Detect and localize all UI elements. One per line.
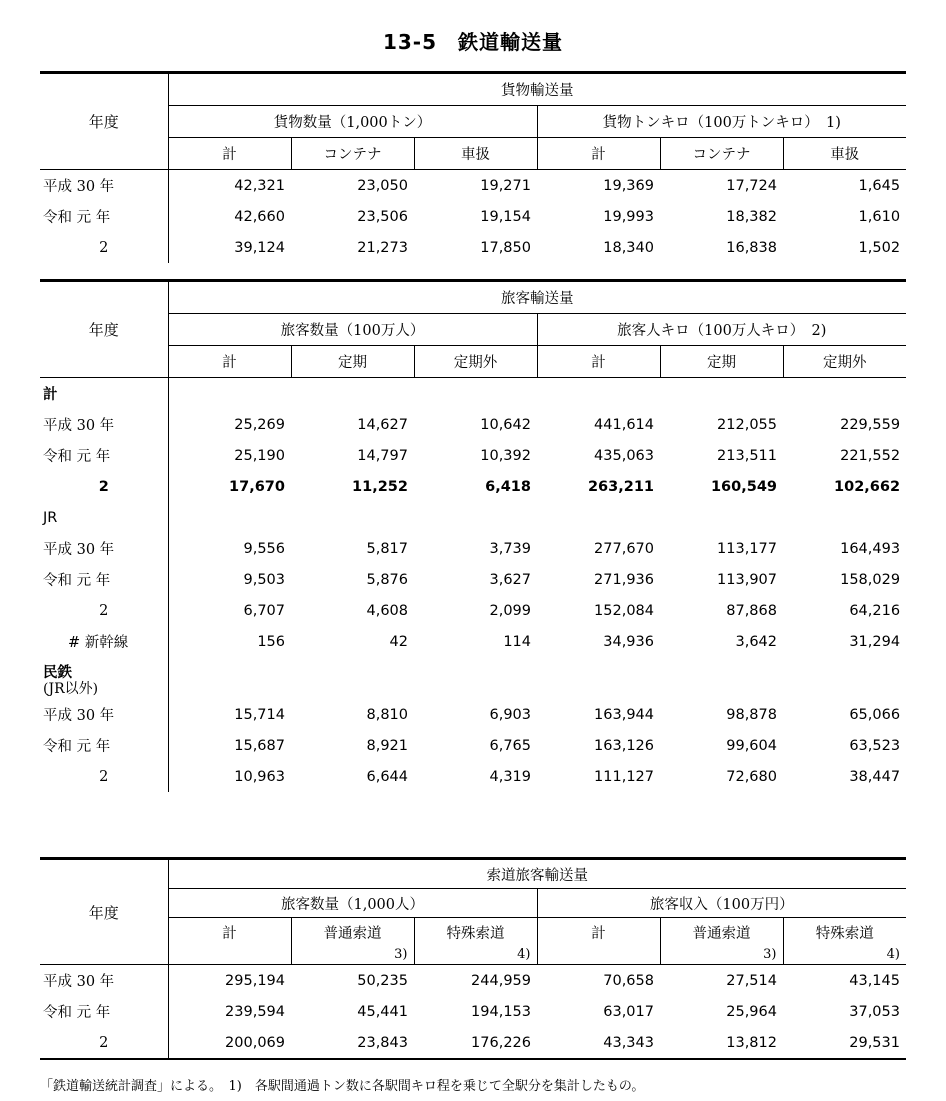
cell: 6,765 (489, 737, 531, 754)
cell: 9,556 (243, 540, 285, 557)
cell: 164,493 (840, 540, 901, 557)
cell: 13,812 (660, 1027, 783, 1059)
group-header: 旅客人キロ（100万人キロ） 2) (537, 314, 906, 346)
cell: 21,273 (357, 239, 408, 256)
cell: 239,594 (225, 1003, 285, 1020)
row-label: 2 (40, 232, 168, 263)
cell: 3,642 (735, 633, 777, 650)
cell: 38,447 (849, 768, 901, 785)
table-row (40, 440, 906, 471)
column-note: 4) (414, 944, 537, 965)
column-header: 車扱 (783, 138, 906, 170)
column-header: 普通索道 (660, 918, 783, 945)
cell: 70,658 (537, 965, 660, 997)
table-row (40, 595, 906, 626)
cell: 156 (257, 633, 285, 650)
cell: 16,838 (726, 239, 777, 256)
cell: 5,817 (366, 540, 408, 557)
table-row (40, 201, 906, 232)
column-header: 特殊索道 (783, 918, 906, 945)
cell: 25,269 (234, 416, 285, 433)
column-note (168, 944, 291, 965)
cell: 163,944 (594, 706, 654, 723)
category-row (40, 657, 906, 699)
cell: 6,418 (485, 478, 531, 495)
cell: 65,066 (849, 706, 901, 723)
section-title: 旅客輸送量 (168, 281, 906, 314)
table-row (40, 996, 906, 1027)
cell: 18,340 (603, 239, 654, 256)
column-header: 車扱 (414, 138, 537, 170)
cell: 29,531 (783, 1027, 906, 1059)
group-header: 旅客数量（1,000人） (168, 889, 537, 918)
table-row (40, 409, 906, 440)
row-label: 平成 30 年 (40, 409, 168, 440)
column-note: 3) (660, 944, 783, 965)
cell: 160,549 (710, 478, 777, 495)
group-header: 旅客収入（100万円） (537, 889, 906, 918)
column-header: 定期外 (783, 346, 906, 378)
cell: 14,797 (357, 447, 408, 464)
cell: 9,503 (243, 571, 285, 588)
cell: 19,993 (603, 208, 654, 225)
cell: 27,514 (660, 965, 783, 997)
group-header: 貨物数量（1,000トン） (168, 106, 537, 138)
column-header: 計 (537, 918, 660, 945)
table-row (40, 564, 906, 595)
freight-table (40, 71, 906, 263)
column-header: 特殊索道 (414, 918, 537, 945)
column-header: コンテナ (291, 138, 414, 170)
cell: 19,271 (414, 170, 537, 202)
table-row (40, 761, 906, 792)
table-row (40, 533, 906, 564)
cell: 5,876 (366, 571, 408, 588)
passenger-table (40, 279, 906, 792)
cell: 34,936 (603, 633, 654, 650)
row-label: 2 (40, 1027, 168, 1059)
row-label: 2 (40, 595, 168, 626)
cell: 98,878 (726, 706, 777, 723)
column-header: 計 (537, 138, 660, 170)
row-label: 令和 元 年 (40, 440, 168, 471)
cell: 15,687 (234, 737, 285, 754)
cell: 18,382 (726, 208, 777, 225)
row-label: # 新幹線 (40, 626, 168, 657)
cell: 1,502 (858, 239, 901, 256)
cell: 3,627 (489, 571, 531, 588)
cell: 10,963 (234, 768, 285, 785)
cell: 10,392 (480, 447, 531, 464)
cell: 6,644 (366, 768, 408, 785)
cell: 113,177 (717, 540, 777, 557)
table-row (40, 699, 906, 730)
group-header: 旅客数量（100万人） (168, 314, 537, 346)
table-row (40, 471, 906, 502)
table-row (40, 232, 906, 263)
cell: 42,660 (234, 208, 285, 225)
row-label: 2 (40, 471, 168, 502)
category-label-main: 民鉄 (43, 665, 72, 681)
table-row (40, 730, 906, 761)
cell: 72,680 (726, 768, 777, 785)
column-note (537, 944, 660, 965)
cell: 113,907 (717, 571, 777, 588)
cell: 43,343 (537, 1027, 660, 1059)
column-header: 定期外 (414, 346, 537, 378)
row-label: 令和 元 年 (40, 201, 168, 232)
row-label: 令和 元 年 (40, 730, 168, 761)
column-header: 普通索道 (291, 918, 414, 945)
row-label: 令和 元 年 (40, 564, 168, 595)
column-header: 計 (168, 138, 291, 170)
cell: 87,868 (726, 602, 777, 619)
cell: 64,216 (849, 602, 901, 619)
cell: 212,055 (717, 416, 777, 433)
cell: 114 (503, 633, 531, 650)
cell: 6,903 (489, 706, 531, 723)
cell: 6,707 (243, 602, 285, 619)
column-header: 計 (168, 346, 291, 378)
table-row (40, 1027, 906, 1059)
cell: 8,810 (366, 706, 408, 723)
cell: 229,559 (840, 416, 901, 433)
page-title: 13-5 鉄道輸送量 (382, 30, 564, 54)
column-header: 計 (168, 918, 291, 945)
column-note: 3) (291, 944, 414, 965)
category-label (40, 657, 168, 699)
cell: 1,645 (783, 170, 906, 202)
cell: 63,017 (603, 1003, 654, 1020)
cell: 23,050 (291, 170, 414, 202)
row-label: 平成 30 年 (40, 699, 168, 730)
cell: 25,964 (726, 1003, 777, 1020)
row-label: 2 (40, 761, 168, 792)
cell: 15,714 (234, 706, 285, 723)
cell: 11,252 (352, 478, 408, 495)
column-header: 計 (537, 346, 660, 378)
cell: 176,226 (414, 1027, 537, 1059)
cell: 158,029 (840, 571, 901, 588)
cell: 42,321 (168, 170, 291, 202)
cell: 277,670 (594, 540, 654, 557)
cell: 102,662 (834, 478, 901, 495)
cell: 99,604 (726, 737, 777, 754)
year-header: 年度 (40, 859, 168, 965)
cell: 25,190 (234, 447, 285, 464)
row-label: 令和 元 年 (40, 996, 168, 1027)
cell: 17,850 (480, 239, 531, 256)
cell: 152,084 (594, 602, 654, 619)
category-label: JR (40, 502, 168, 533)
column-header: コンテナ (660, 138, 783, 170)
cell: 10,642 (480, 416, 531, 433)
cell: 17,670 (229, 478, 285, 495)
cell: 31,294 (849, 633, 901, 650)
cell: 271,936 (594, 571, 654, 588)
table-row (40, 626, 906, 657)
cell: 39,124 (234, 239, 285, 256)
cell: 441,614 (594, 416, 654, 433)
cell: 4,319 (489, 768, 531, 785)
cell: 17,724 (660, 170, 783, 202)
cell: 50,235 (291, 965, 414, 997)
cell: 14,627 (357, 416, 408, 433)
section-title: 貨物輸送量 (168, 73, 906, 106)
cell: 8,921 (366, 737, 408, 754)
cell: 63,523 (849, 737, 901, 754)
year-header: 年度 (40, 73, 168, 170)
cell: 42 (389, 633, 408, 650)
cell: 163,126 (594, 737, 654, 754)
footnote: 「鉄道輸送統計調査」による。 1) 各駅間通過トン数に各駅間キロ程を乗じて全駅分を集計したもの。 (40, 1079, 645, 1094)
cell: 19,369 (537, 170, 660, 202)
category-row (40, 378, 906, 410)
section-title: 索道旅客輸送量 (168, 859, 906, 889)
cell: 263,211 (587, 478, 654, 495)
year-header: 年度 (40, 281, 168, 378)
cell: 194,153 (471, 1003, 531, 1020)
cell: 1,610 (858, 208, 901, 225)
table-row (40, 965, 906, 997)
cell: 45,441 (357, 1003, 408, 1020)
ropeway-table (40, 857, 906, 1060)
cell: 23,843 (291, 1027, 414, 1059)
group-header: 貨物トンキロ（100万トンキロ） 1) (537, 106, 906, 138)
row-label: 平成 30 年 (40, 533, 168, 564)
row-label: 平成 30 年 (40, 965, 168, 997)
cell: 244,959 (414, 965, 537, 997)
cell: 4,608 (366, 602, 408, 619)
cell: 37,053 (849, 1003, 900, 1020)
column-header: 定期 (291, 346, 414, 378)
category-label: 計 (40, 378, 168, 410)
category-row (40, 502, 906, 533)
cell: 435,063 (594, 447, 654, 464)
cell: 43,145 (783, 965, 906, 997)
column-header: 定期 (660, 346, 783, 378)
cell: 200,069 (168, 1027, 291, 1059)
cell: 2,099 (489, 602, 531, 619)
cell: 213,511 (717, 447, 777, 464)
cell: 3,739 (489, 540, 531, 557)
table-row (40, 170, 906, 202)
column-note: 4) (886, 946, 900, 962)
row-label: 平成 30 年 (40, 170, 168, 202)
cell: 295,194 (168, 965, 291, 997)
cell: 19,154 (480, 208, 531, 225)
cell: 221,552 (840, 447, 901, 464)
cell: 23,506 (357, 208, 408, 225)
cell: 111,127 (594, 768, 654, 785)
category-sublabel: (JR以外) (43, 681, 99, 697)
